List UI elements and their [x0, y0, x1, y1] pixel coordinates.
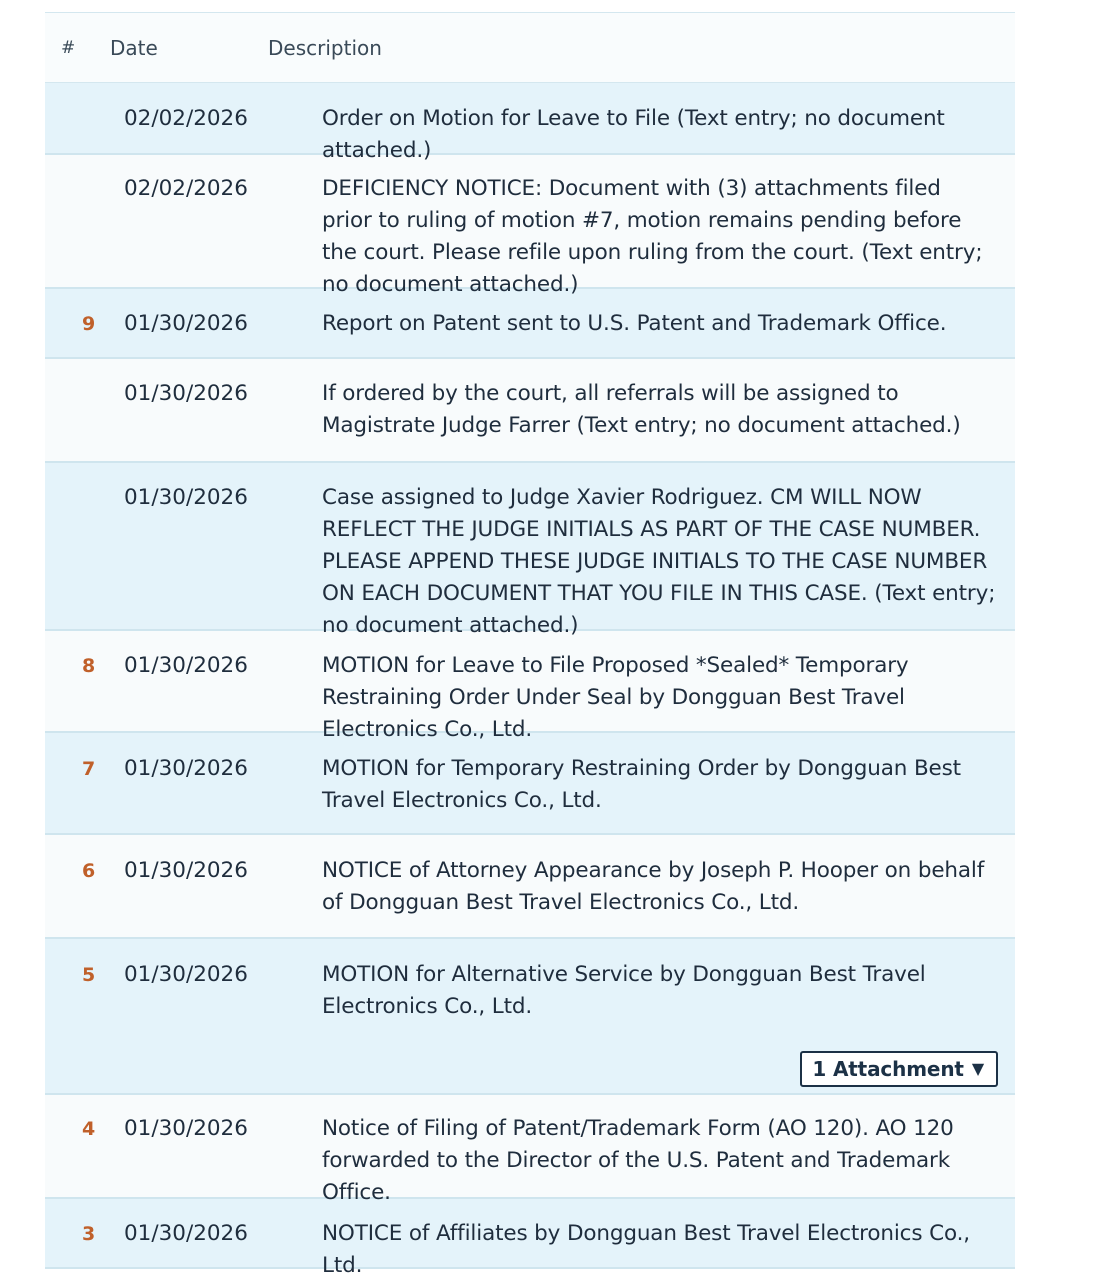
- attachments-label: 1 Attachment: [812, 1057, 964, 1081]
- entry-date: 01/30/2026: [124, 1116, 248, 1141]
- entry-date: 01/30/2026: [124, 1221, 248, 1246]
- entry-date: 02/02/2026: [124, 176, 248, 201]
- entry-number[interactable]: 5: [82, 964, 96, 986]
- entry-description: NOTICE of Affiliates by Dongguan Best Travel Electronics Co., Ltd.: [322, 1221, 970, 1278]
- table-row: [45, 1095, 1015, 1205]
- entry-description: Case assigned to Judge Xavier Rodriguez. CM WILL NOW REFLECT THE JUDGE INITIALS AS PART OF THE CASE NUMBER. PLEASE APPEND THESE JUDGE INITIALS TO THE CASE NUMBER ON EACH DOCUMENT THAT YOU FILE IN THIS CASE. (Text entry; no document attached.): [322, 485, 996, 638]
- entry-date: 02/02/2026: [124, 106, 248, 131]
- entry-description: Order on Motion for Leave to File (Text entry; no document attached.): [322, 106, 945, 163]
- attachments-dropdown-button[interactable]: [800, 1051, 998, 1087]
- entry-date: 01/30/2026: [124, 962, 248, 987]
- entry-date: 01/30/2026: [124, 485, 248, 510]
- entry-description: NOTICE of Attorney Appearance by Joseph P. Hooper on behalf of Dongguan Best Travel Electronics Co., Ltd.: [322, 858, 985, 915]
- entry-number[interactable]: 7: [82, 758, 96, 780]
- entry-number[interactable]: 8: [82, 655, 96, 677]
- docket-table: [45, 12, 1015, 1278]
- table-row: [45, 835, 1015, 939]
- header-description: Description: [268, 35, 382, 60]
- entry-description: MOTION for Leave to File Proposed *Sealed* Temporary Restraining Order Under Seal by Dongguan Best Travel Electronics Co., Ltd.: [322, 653, 909, 742]
- entry-date: 01/30/2026: [124, 311, 248, 336]
- entry-number[interactable]: 6: [82, 860, 96, 882]
- table-row: [45, 359, 1015, 463]
- entry-number[interactable]: 3: [82, 1223, 96, 1245]
- table-row: [45, 1199, 1015, 1278]
- table-row: [45, 155, 1015, 297]
- entry-description: If ordered by the court, all referrals will be assigned to Magistrate Judge Farrer (Text entry; no document attached.): [322, 381, 961, 438]
- header-num: #: [61, 37, 76, 58]
- entry-date: 01/30/2026: [124, 858, 248, 883]
- entry-description: [322, 959, 1015, 1087]
- entry-date: 01/30/2026: [124, 653, 248, 678]
- entry-description: DEFICIENCY NOTICE: Document with (3) attachments filed prior to ruling of motion #7, motion remains pending before the court. Please refile upon ruling from the court. (Text entry; no document attached.): [322, 176, 983, 297]
- table-row: [45, 733, 1015, 835]
- entry-description: Notice of Filing of Patent/Trademark Form (AO 120). AO 120 forwarded to the Director of the U.S. Patent and Trademark Office.: [322, 1116, 954, 1205]
- entry-date: 01/30/2026: [124, 381, 248, 406]
- entry-description: MOTION for Temporary Restraining Order by Dongguan Best Travel Electronics Co., Ltd.: [322, 756, 961, 813]
- header-date: Date: [110, 35, 158, 60]
- caret-down-icon: ▼: [971, 1059, 984, 1078]
- entry-number[interactable]: 9: [82, 313, 96, 335]
- table-row: [45, 463, 1015, 638]
- table-row: [45, 939, 1015, 1095]
- entry-description: Report on Patent sent to U.S. Patent and Trademark Office.: [322, 311, 947, 336]
- table-header: [45, 13, 1015, 83]
- entry-date: 01/30/2026: [124, 756, 248, 781]
- table-row: [45, 83, 1015, 163]
- attachment-wrap: [322, 1051, 998, 1087]
- entry-description-text: MOTION for Alternative Service by Dongguan Best Travel Electronics Co., Ltd.: [322, 962, 926, 1019]
- table-row: [45, 631, 1015, 742]
- entry-number[interactable]: 4: [82, 1118, 96, 1140]
